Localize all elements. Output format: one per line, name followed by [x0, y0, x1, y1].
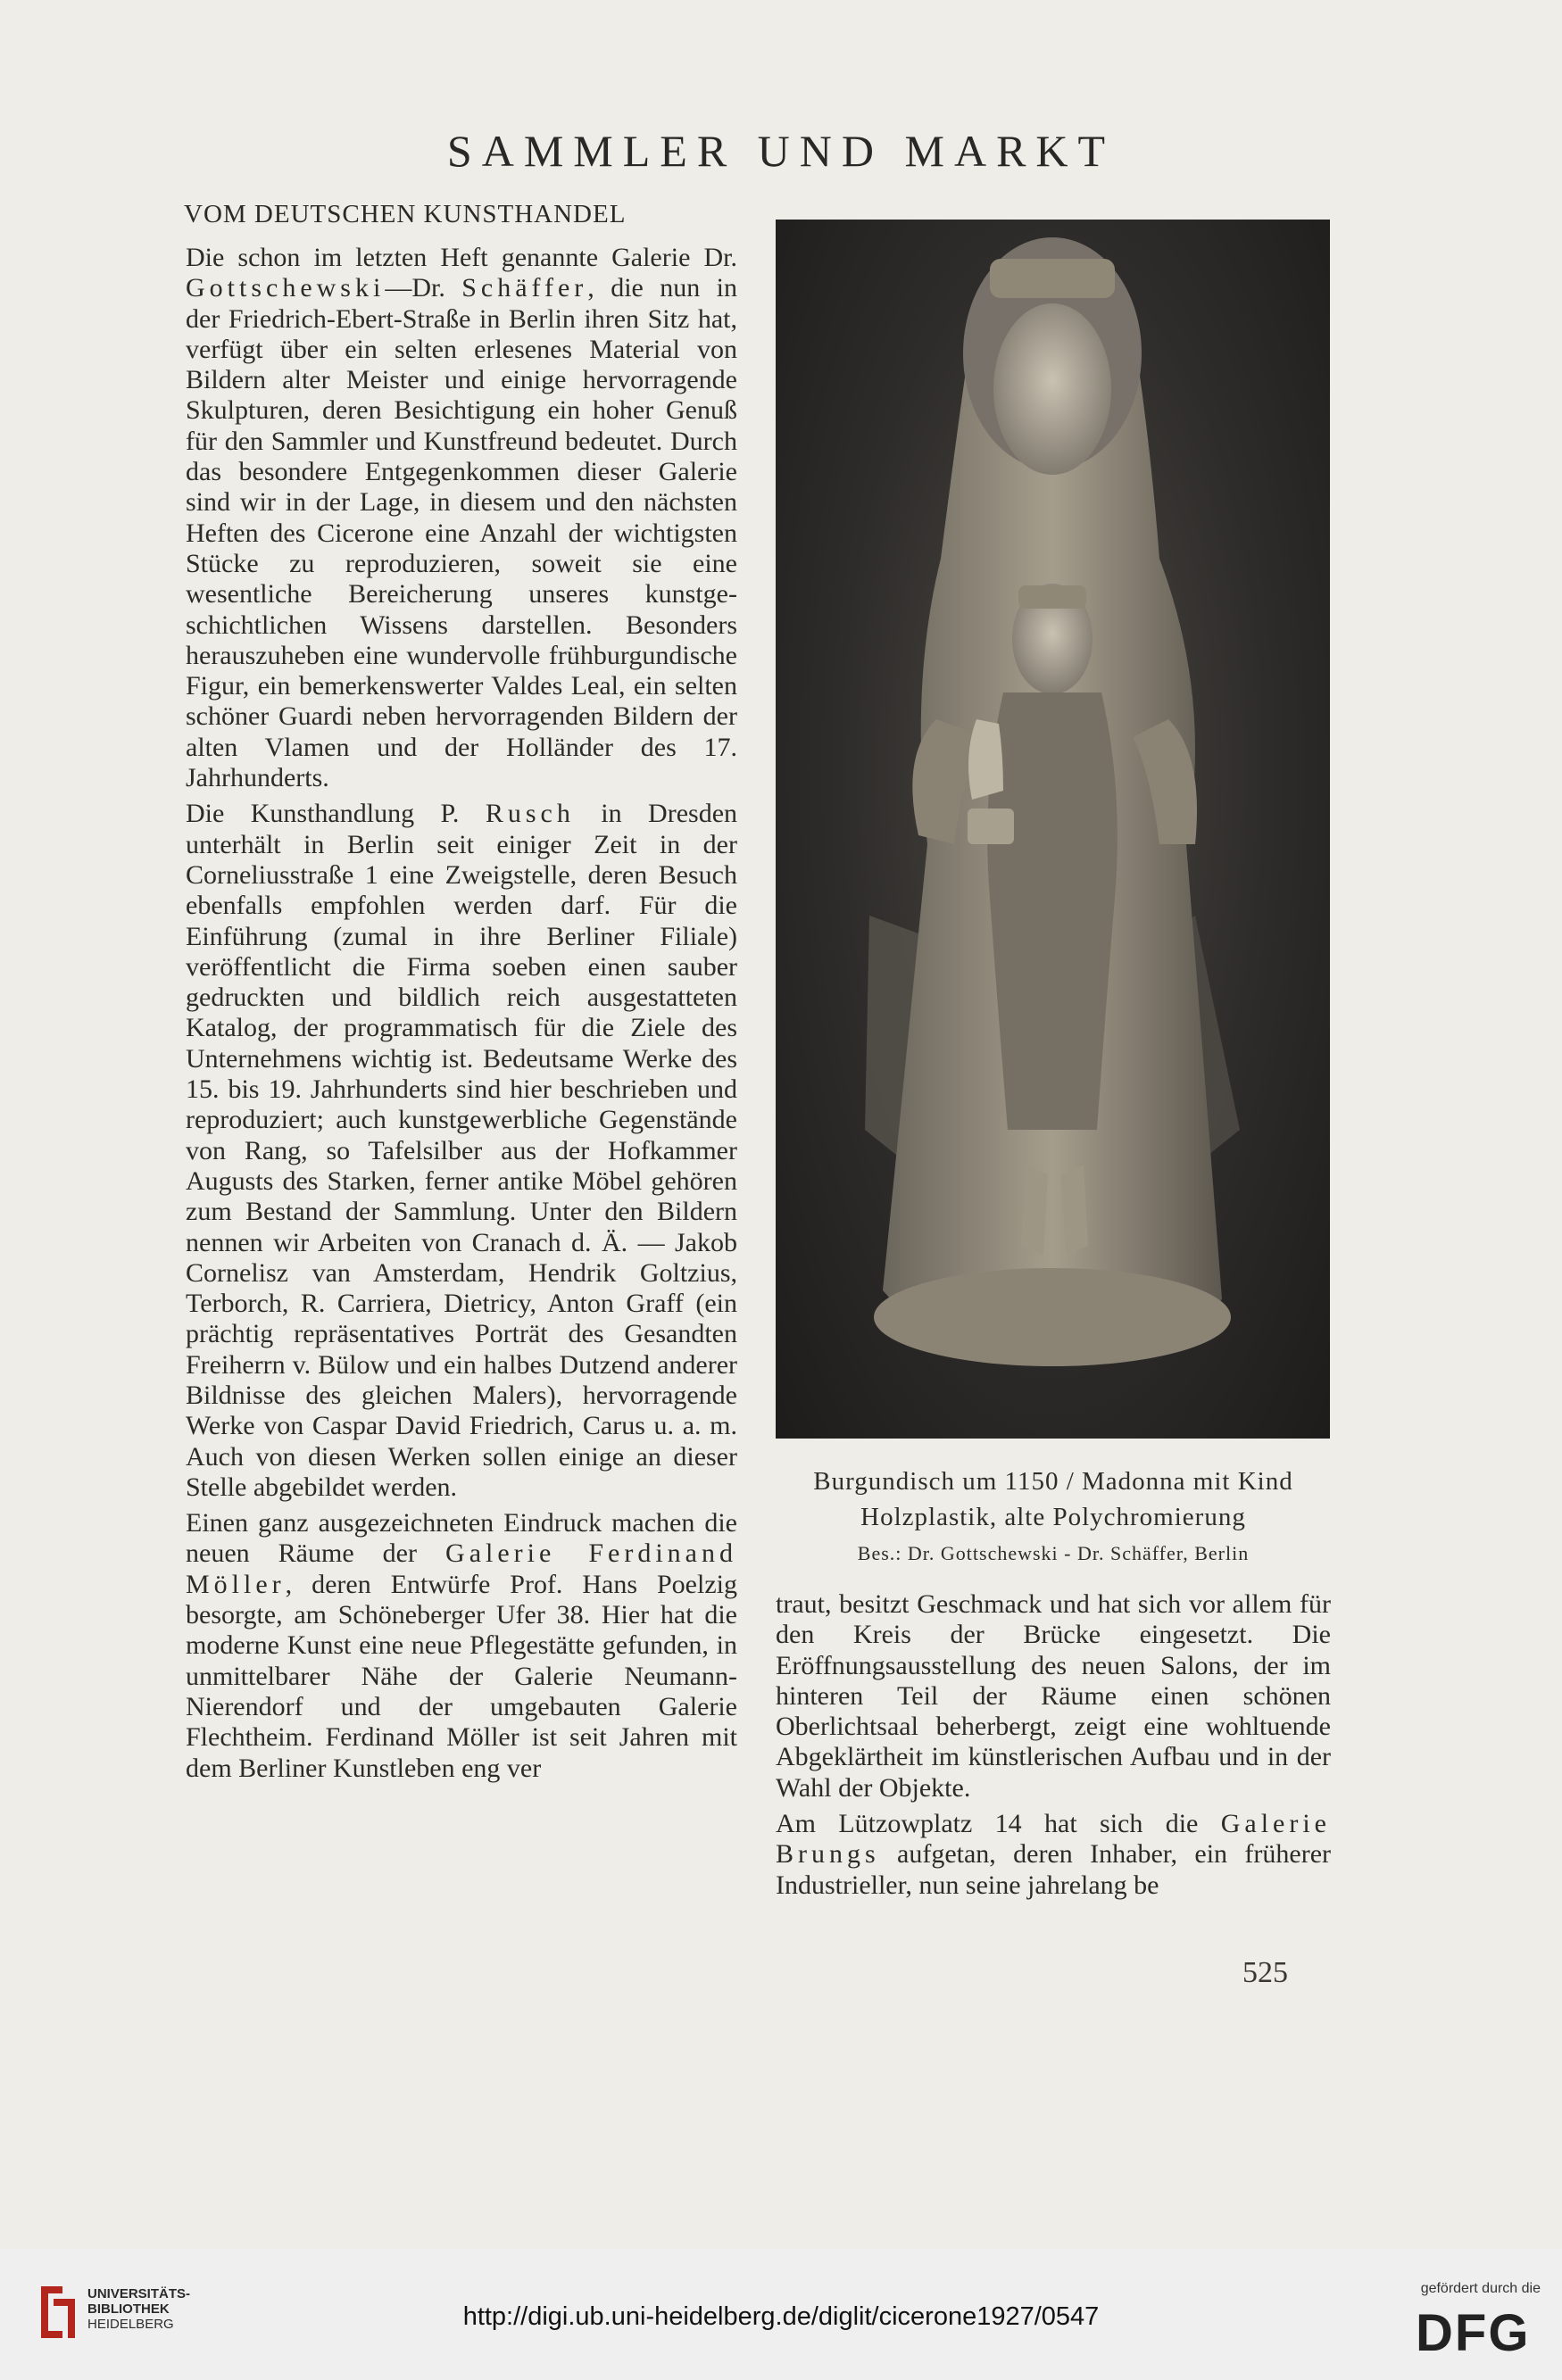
source-url-link[interactable]: http://digi.ub.uni-heidelberg.de/diglit/cicerone1927/0547 — [462, 2302, 1100, 2331]
figure-caption-owner: Bes.: Dr. Gottschewski - Dr. Schäffer, Berlin — [857, 1542, 1250, 1564]
madonna-sculpture-image — [776, 220, 1330, 1439]
university-library-name: UNIVERSITÄTS- BIBLIOTHEK HEIDELBERG — [87, 2286, 191, 2332]
svg-text:DFG: DFG — [1416, 2304, 1531, 2358]
paragraph-gottschewski: Die schon im letzten Heft genannte Galerie Dr. Gottschewski—Dr. Schäffer, die nun in der Friedrich-Ebert-Straße in Berlin ihren Sitz hat, verfügt über ein selten erlesenes Material von Bildern alter Meister und einige hervorragende Skulpturen, deren Besichtigung ein hoher Genuß für den Sammler und Kunstfreund bedeutet. Durch das besondere Entgegenkommen dieser Galerie sind wir in der Lage, in diesem und den nächsten Heften des Cicerone eine Anzahl der wichtigsten Stücke zu reproduzieren, soweit sie eine wesentliche Bereicherung unseres kunstgeschichtlichen Wissens darstellen. Besonders herauszuheben eine wundervolle frühburgundische Figur, ein bemerkenswerter Valdes Leal, ein selten schöner Guardi neben hervorragenden Bildern der alten Vlamen und der Holländer des 17. Jahrhunderts. — [186, 243, 737, 793]
page-number: 525 — [1242, 1956, 1288, 1989]
spaced-name: Rusch — [485, 799, 575, 829]
spaced-name: Gottschewski — [186, 273, 386, 303]
spaced-name: Galerie Ferdinand Möller — [186, 1538, 737, 1599]
right-column — [776, 1589, 1331, 1906]
paragraph-moeller-continued: traut, besitzt Geschmack und hat sich vor allem für den Kreis der Brücke eingesetzt. Die Eröffnungsausstellung des neuen Salons, der im hinteren Teil der Räume einen schönen Oberlichtsaal beherbergt, zeigt eine wohltuende Abgeklärtheit im künstlerischen Aufbau und in der Wahl der Objekte. — [776, 1589, 1331, 1803]
madonna-photograph — [776, 220, 1330, 1439]
spaced-name: Schäffer — [461, 273, 588, 303]
section-title: VOM DEUTSCHEN KUNSTHANDEL — [184, 200, 627, 228]
paragraph-rusch: Die Kunsthandlung P. Rusch in Dresden unterhält in Berlin seit einiger Zeit in der Corneliusstraße 1 eine Zweigstelle, deren Besuch ebenfalls empfohlen werden darf. Für die Einführung (zumal in ihre Berliner Filiale) veröffentlicht die Firma soeben einen sauber gedruckten und bildlich reich ausgestatteten Katalog, der programmatisch für die Ziele des Unternehmens wichtig ist. Bedeutsame Werke des 15. bis 19. Jahrhunderts sind hier beschrieben und reproduziert; auch kunstgewerbliche Gegenstände von Rang, so Tafelsilber aus der Hofkammer Augusts des Starken, ferner antike Möbel gehören zum Bestand der Sammlung. Unter den Bildern nennen wir Arbeiten von Cranach d. Ä. — Jakob Cornelisz van Amsterdam, Hendrik Goltzius, Terborch, R. Carriera, Dietricy, Anton Graff (ein prächtig repräsentatives Porträt des Gesandten Freiherrn v. Bülow und ein halbes Dutzend anderer Bildnisse des gleichen Malers), hervorragende Werke von Caspar David Friedrich, Carus u. a. m. Auch von diesen Werken sollen einige an dieser Stelle abgebildet werden. — [186, 799, 738, 1502]
spaced-name: Galerie Brungs — [776, 1809, 1331, 1870]
dfg-logo-icon — [1416, 2304, 1541, 2362]
left-column — [186, 243, 737, 1789]
paragraph-moeller: Einen ganz ausgezeichneten Eindruck machen die neuen Räume der Galerie Ferdinand Möller, deren Entwürfe Prof. Hans Poelzig besorgte, am Schöneberger Ufer 38. Hier hat die moderne Kunst eine neue Pflegestätte gefunden, in unmittelbarer Nähe der Galerie Neumann-Nierendorf und der umgebauten Galerie Flechtheim. Ferdinand Möller ist seit Jahren mit dem Berliner Kunstleben eng ver — [186, 1508, 737, 1783]
figure-caption-material: Holzplastik, alte Polychromierung — [860, 1503, 1246, 1531]
figure-caption-title: Burgundisch um 1150 / Madonna mit Kind — [813, 1467, 1293, 1496]
paragraph-brungs: Am Lützowplatz 14 hat sich die Galerie Brungs aufgetan, deren Inhaber, ein früherer Industrieller, nun seine jahrelang be — [776, 1809, 1331, 1900]
funder-label: gefördert durch die — [1420, 2281, 1541, 2296]
running-title: SAMMLER UND MARKT — [446, 126, 1116, 176]
digitization-footer — [0, 2249, 1562, 2380]
